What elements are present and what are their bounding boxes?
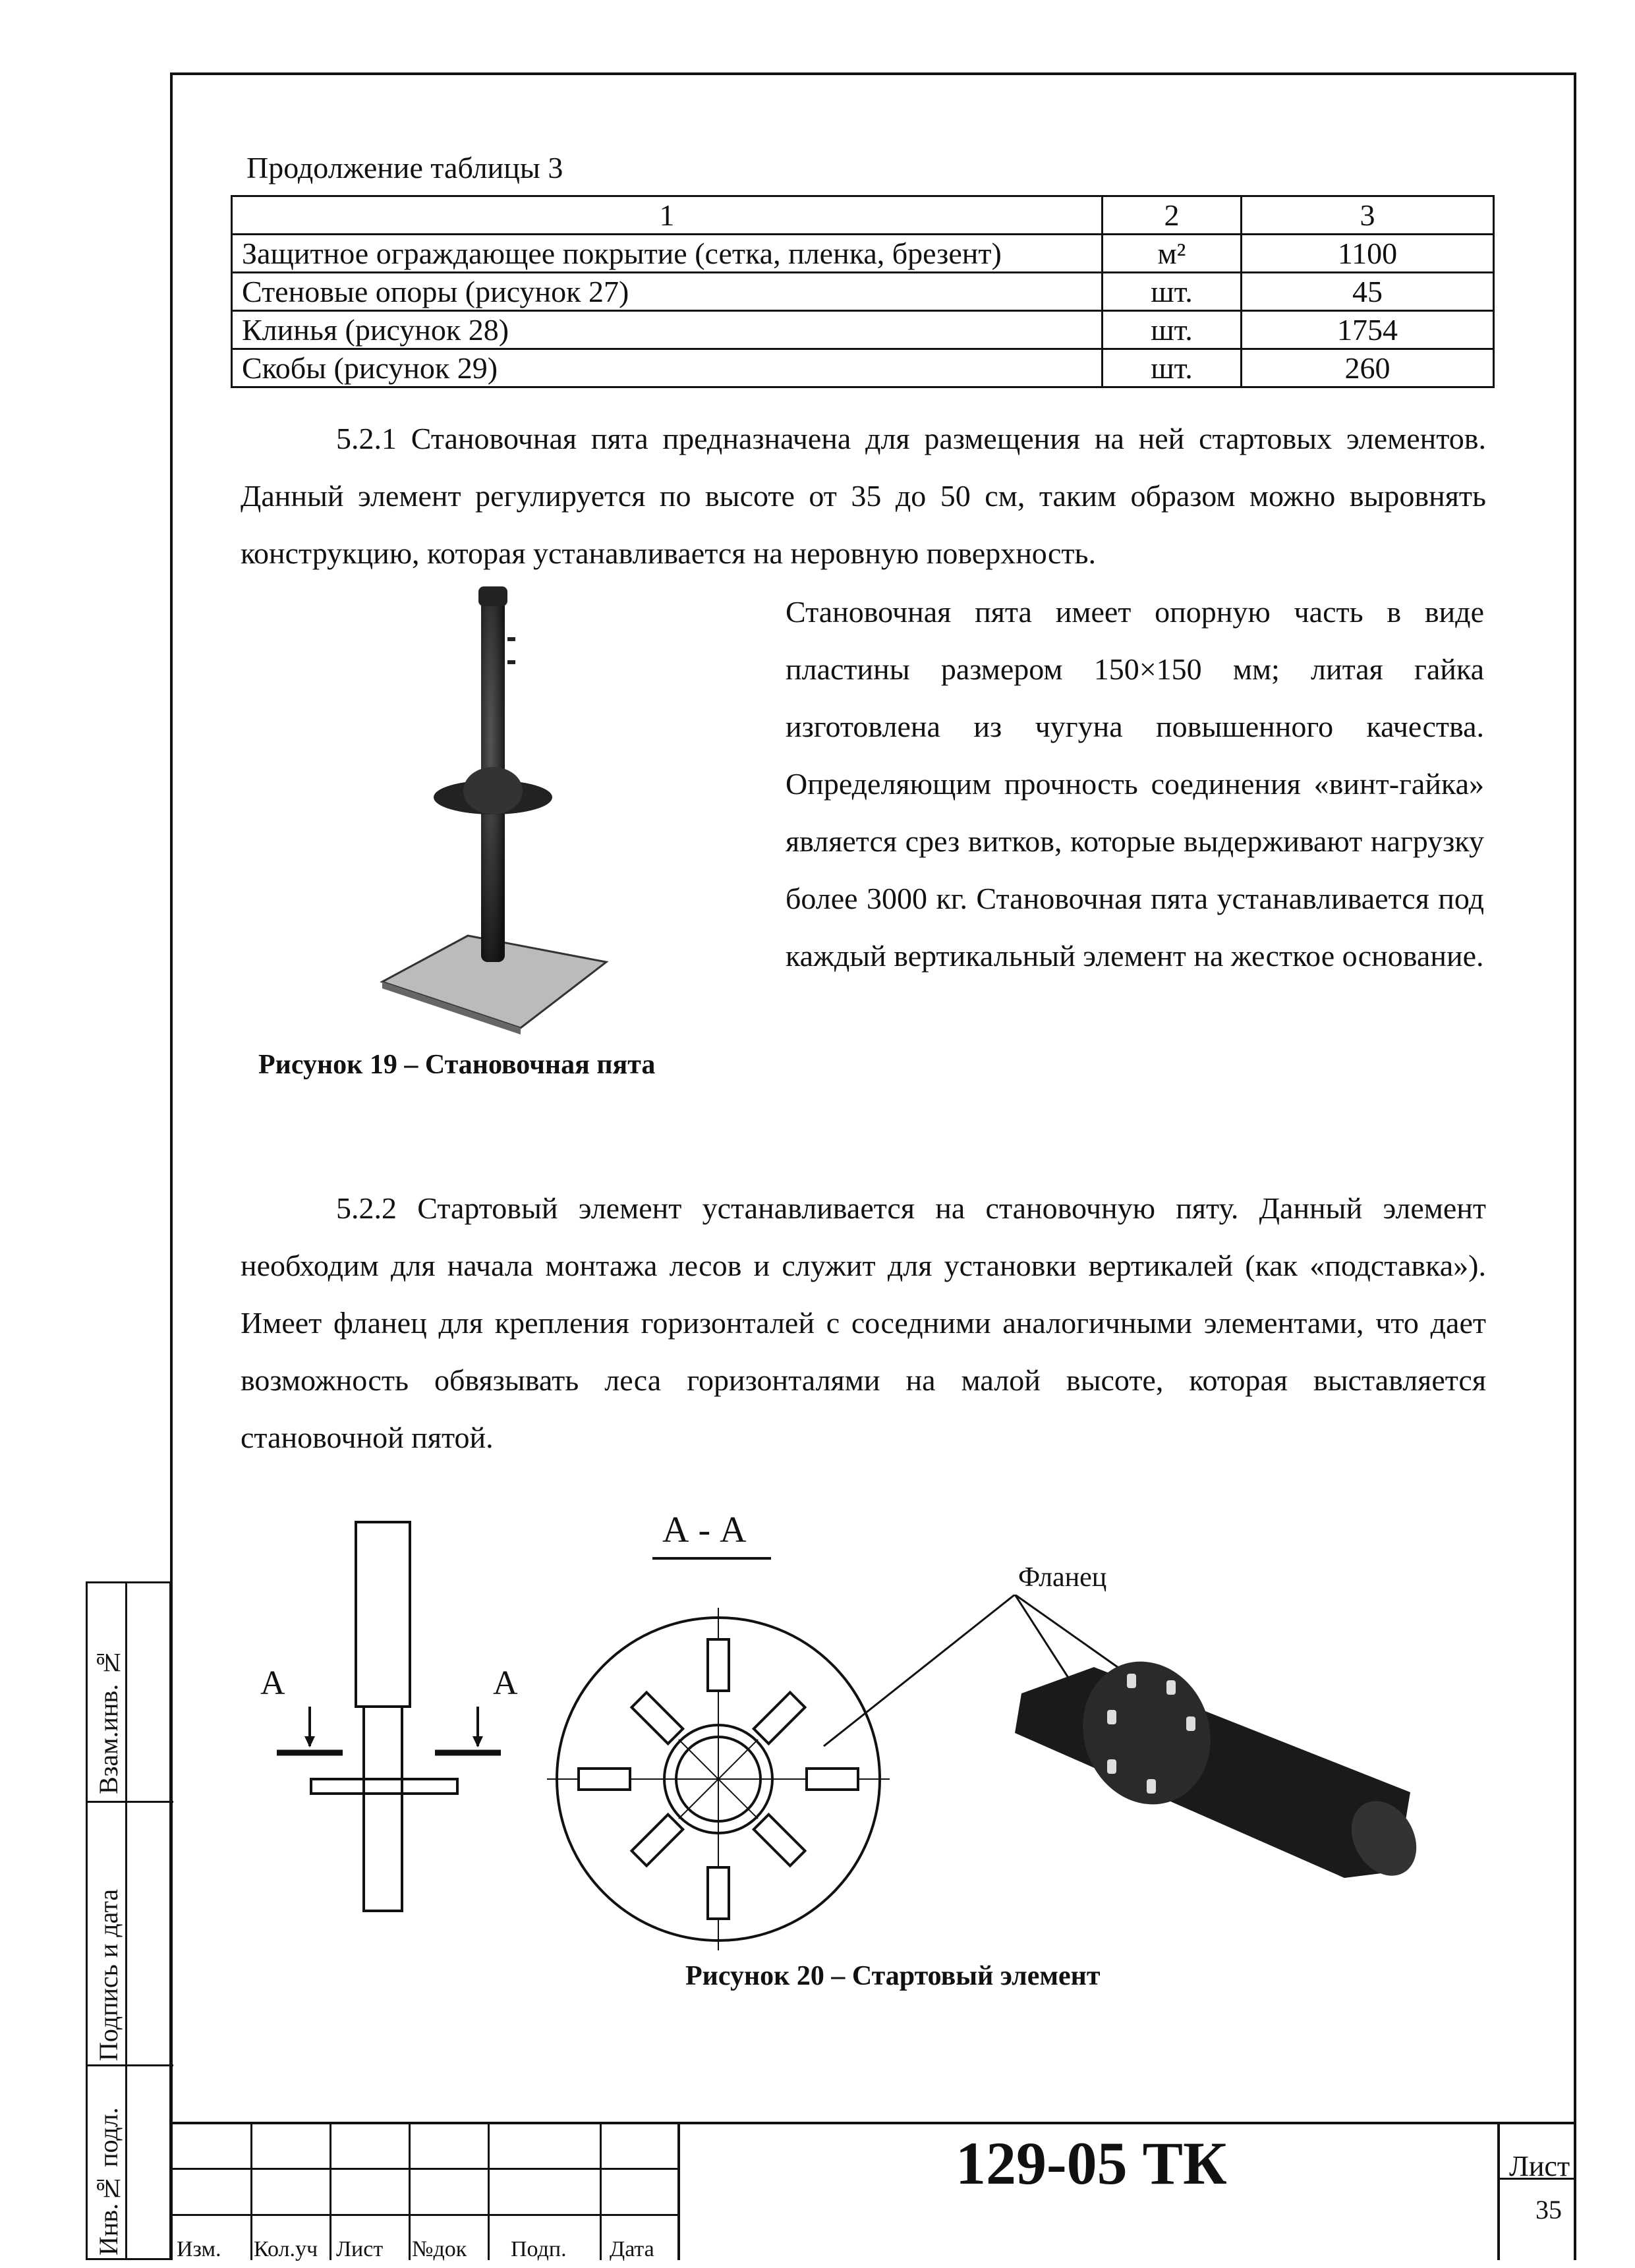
table-caption: Продолжение таблицы 3 — [246, 151, 563, 184]
col-ndok: №док — [412, 2237, 467, 2261]
title-block-col-line — [250, 2122, 252, 2260]
table-cell-qty: 1100 — [1242, 235, 1494, 273]
title-block-col-line — [330, 2122, 331, 2260]
figure-19-leveling-jack — [369, 580, 646, 1041]
table-cell-unit: шт. — [1103, 273, 1242, 311]
table-cell-name: Стеновые опоры (рисунок 27) — [232, 273, 1103, 311]
col-data: Дата — [610, 2237, 654, 2261]
title-block-col-line — [488, 2122, 490, 2260]
sheet-label: Лист — [1509, 2150, 1570, 2182]
table-cell-unit: шт. — [1103, 349, 1242, 387]
paragraph-5-2-2: 5.2.2 Стартовый элемент устанавливается на становочную пяту. Данный элемент необходим для начала монтажа лесов и служит для установки вертикалей (как «подставка»). Имеет фланец для крепления горизонталей с соседними аналогичными элементами, что дает возможность обвязывать леса горизонталями на малой высоте, которая выставляется становочной пятой. — [241, 1191, 1486, 1454]
side-stamp-replaced-inv: Взам.инв. № — [94, 1647, 123, 1794]
document-code: 129-05 ТК — [956, 2130, 1227, 2197]
col-izm: Изм. — [177, 2237, 221, 2261]
paragraph-5-2-1-detail: Становочная пята имеет опорную часть в виде пластины размером 150×150 мм; литая гайка изготовлена из чугуна повышенного качества. Определяющим прочность соединения «винт-гайка» является срез витков, которые выдерживают нагрузку более 3000 кг. Становочная пята устанавливается под каждый вертикальный элемент на жесткое основание. — [786, 595, 1484, 973]
figure-19-caption: Рисунок 19 – Становочная пята — [258, 1050, 656, 1080]
table-header-cell: 1 — [232, 196, 1103, 235]
section-label-underline — [652, 1557, 771, 1560]
col-list: Лист — [336, 2237, 384, 2261]
title-block-col-line — [409, 2122, 411, 2260]
table-cell-name: Клинья (рисунок 28) — [232, 311, 1103, 349]
table-row — [232, 311, 1494, 349]
table-header-cell: 2 — [1103, 196, 1242, 235]
col-podp: Подп. — [511, 2237, 567, 2261]
table-cell-qty: 45 — [1242, 273, 1494, 311]
side-stamp — [86, 1581, 171, 2260]
title-block-col-line — [600, 2122, 602, 2260]
table-cell-name: Защитное ограждающее покрытие (сетка, пленка, брезент) — [232, 235, 1103, 273]
figure-20-side-view — [250, 1509, 540, 1924]
table-cell-qty: 260 — [1242, 349, 1494, 387]
table-row — [232, 349, 1494, 387]
title-block-col-line — [677, 2122, 680, 2260]
side-stamp-divider — [88, 2064, 173, 2066]
title-block-col-line — [1497, 2122, 1500, 2260]
table-cell-name: Скобы (рисунок 29) — [232, 349, 1103, 387]
table-row — [232, 235, 1494, 273]
table-3 — [231, 195, 1495, 388]
figure-20-3d-view — [817, 1595, 1489, 1911]
table-cell-unit: шт. — [1103, 311, 1242, 349]
section-label: А - А — [662, 1510, 747, 1550]
flange-label: Фланец — [1018, 1562, 1107, 1593]
table-header-row — [232, 196, 1494, 235]
figure-20-caption: Рисунок 20 – Стартовый элемент — [685, 1961, 1101, 1991]
table-header-cell: 3 — [1242, 196, 1494, 235]
paragraph-5-2-1: 5.2.1 Становочная пята предназначена для размещения на ней стартовых элементов. Данный элемент регулируется по высоте от 35 до 50 см, таким образом можно выровнять конструкцию, которая устанавливается на неровную поверхность. — [241, 422, 1486, 570]
table-cell-unit: м² — [1103, 235, 1242, 273]
side-stamp-signature-date: Подпись и дата — [94, 1888, 123, 2061]
col-kol-uch: Кол.уч — [254, 2237, 318, 2261]
side-stamp-inv-original: Инв.№ подл. — [94, 2107, 123, 2255]
sheet-number: 35 — [1535, 2195, 1562, 2225]
cut-label-left: А — [260, 1664, 285, 1702]
table-cell-qty: 1754 — [1242, 311, 1494, 349]
side-stamp-divider — [88, 1801, 173, 1803]
table-row — [232, 273, 1494, 311]
cut-label-right: А — [493, 1664, 518, 1702]
